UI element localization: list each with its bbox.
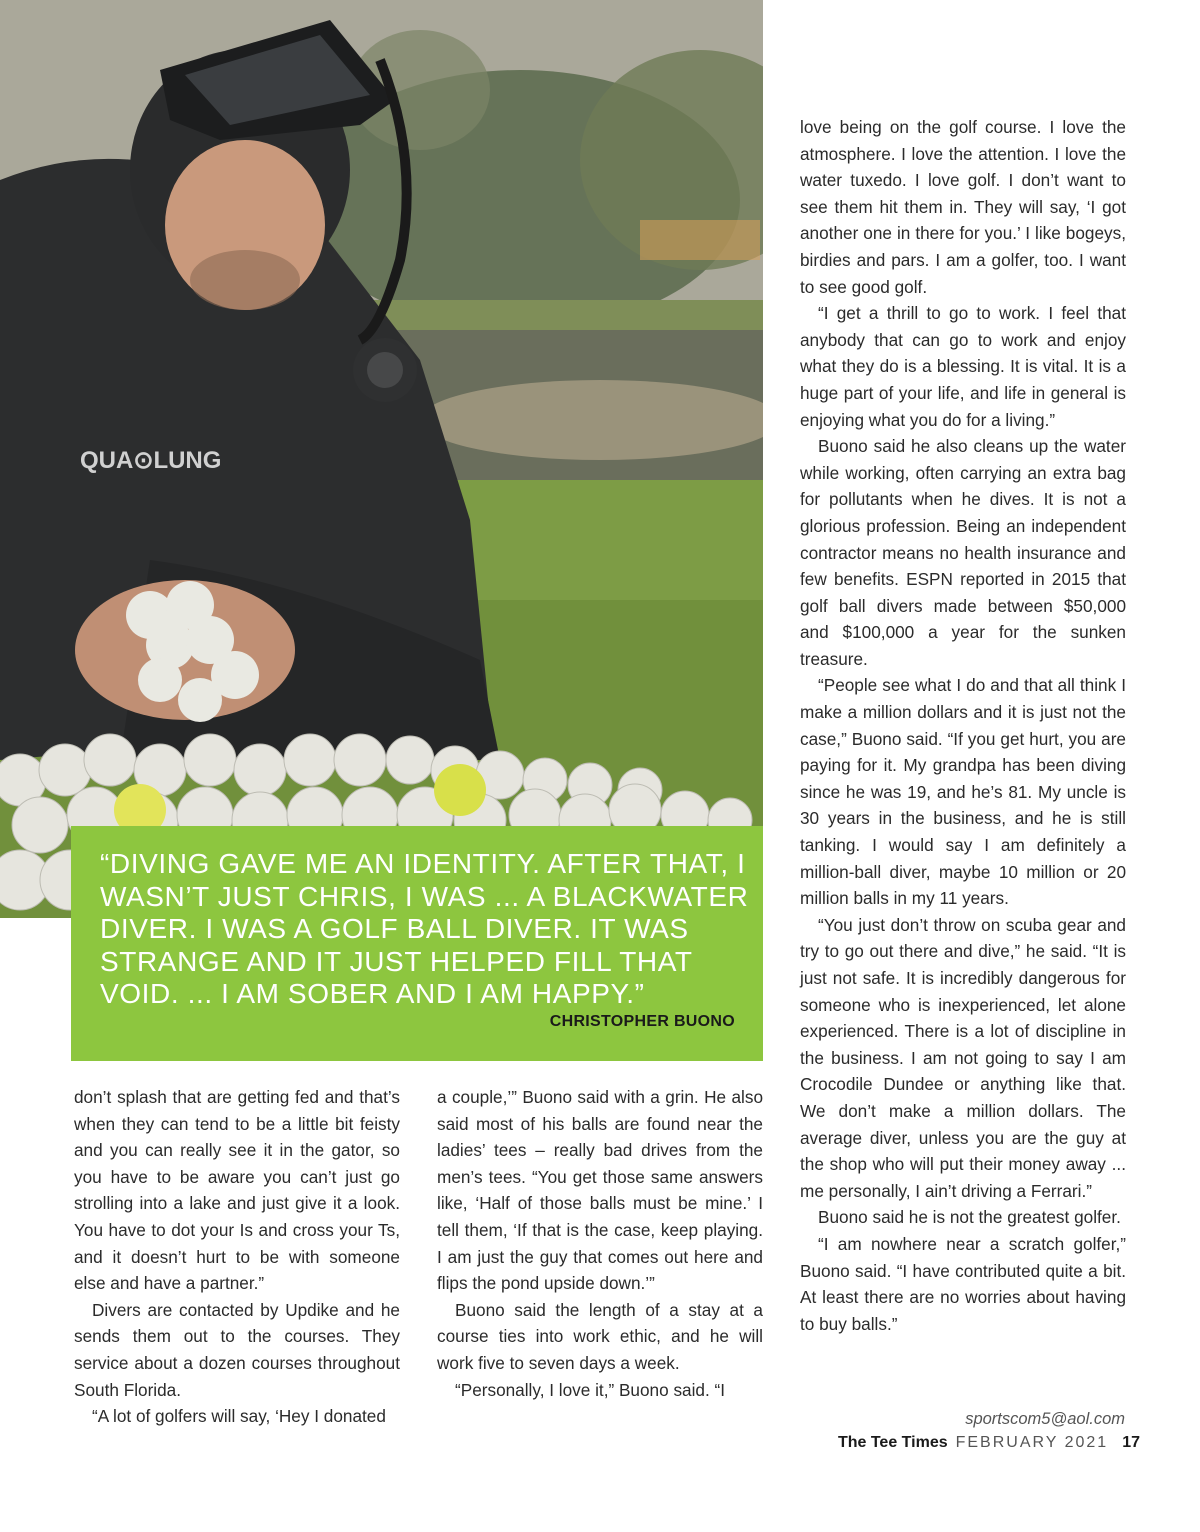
publication-name: The Tee Times [837,1434,948,1451]
author-email[interactable]: sportscom5@aol.com [965,1410,1125,1428]
diver-photo-illustration [0,0,763,918]
paragraph: a couple,’” Buono said with a grin. He also said most of his balls are found near the ladies’ tees – really bad drives from the men’s tees. “You get those same answers like, ‘Half of those balls must be mine.’ I tell them, ‘If that is the case, keep playing. I am just the guy that comes out here and flips the pond upside down.’” [437,1087,763,1294]
pullquote-attribution: CHRISTOPHER BUONO [549,1013,735,1030]
svg-text:QUA⊙LUNG: QUA⊙LUNG [80,447,222,474]
article-column-1 [74,1084,400,1430]
paragraph: Buono said he is not the greatest golfer. [818,1207,1121,1228]
paragraph: love being on the golf course. I love the atmosphere. I love the attention. I love the water tuxedo. I love golf. I don’t want to see them hit them in. They will say, ‘I got another one in there for you.’ I like bogeys, birdies and pars. I am a golfer, too. I want to see good golf. [800,117,1126,297]
paragraph: “People see what I do and that all think I make a million dollars and it is just not the case,” Buono said. “If you get hurt, you are paying for it. My grandpa has been diving since he was 19, and he’s 81. My uncle is 30 years in the business, and he is still tanking. I would say I am definitely a million-ball diver, maybe 10 million or 20 million balls in my 11 years. [800,675,1126,909]
paragraph: “I am nowhere near a scratch golfer,” Buono said. “I have contributed quite a bit. At least there are no worries about having to buy balls.” [800,1233,1126,1334]
paragraph: Buono said he also cleans up the water while working, often carrying an extra bag for pollutants when he dives. It is not a glorious profession. Being an independent contractor means no health insurance and few benefits. ESPN reported in 2015 that golf ball divers made between $50,000 and $100,000 a year for the sunken treasure. [800,436,1126,669]
paragraph: Buono said the length of a stay at a course ties into work ethic, and he will work five to seven days a week. [437,1299,763,1373]
paragraph: “Personally, I love it,” Buono said. “I [455,1379,726,1400]
page-number: 17 [1122,1434,1140,1451]
article-column-3 [800,114,1126,1337]
paragraph: “You just don’t throw on scuba gear and try to go out there and dive,” he said. “It is just not safe. It is incredibly dangerous for someone who is inexperienced, let alone experienced. There is a lot of discipline in the business. I am not going to say I am Crocodile Dundee or anything like that. We don’t make a million dollars. The average diver, unless you are the guy at the shop who will put their money away ... me personally, I ain’t driving a Ferrari.” [800,914,1126,1201]
pullquote-text: “DIVING GAVE ME AN IDENTITY. AFTER THAT, I WASN’T JUST CHRIS, I WAS ... A BLACKWATER DIVER. I WAS A GOLF BALL DIVER. IT WAS STRANGE AND IT JUST HELPED FILL THAT VOID. ... I AM SOBER AND I AM HAPPY.” [100,848,749,1009]
paragraph: Divers are contacted by Updike and he sends them out to the courses. They service about a dozen courses throughout South Florida. [74,1299,400,1400]
article-column-2 [437,1084,763,1403]
article-photo [0,0,763,918]
paragraph: “A lot of golfers will say, ‘Hey I donated [92,1406,386,1427]
issue-date: FEBRUARY 2021 [955,1434,1109,1451]
paragraph: “I get a thrill to go to work. I feel that anybody that can go to work and enjoy what they do is a blessing. It is vital. It is a huge part of your life, and life in general is enjoying what you do for a living.” [800,303,1126,430]
page-footer [838,1434,1140,1452]
paragraph: don’t splash that are getting fed and that’s when they can tend to be a little bit feisty and you can really see it in the gator, so you have to be aware you can’t just go strolling into a lake and just give it a look. You have to dot your Is and cross your Ts, and it doesn’t hurt to be with someone else and have a partner.” [74,1087,400,1294]
